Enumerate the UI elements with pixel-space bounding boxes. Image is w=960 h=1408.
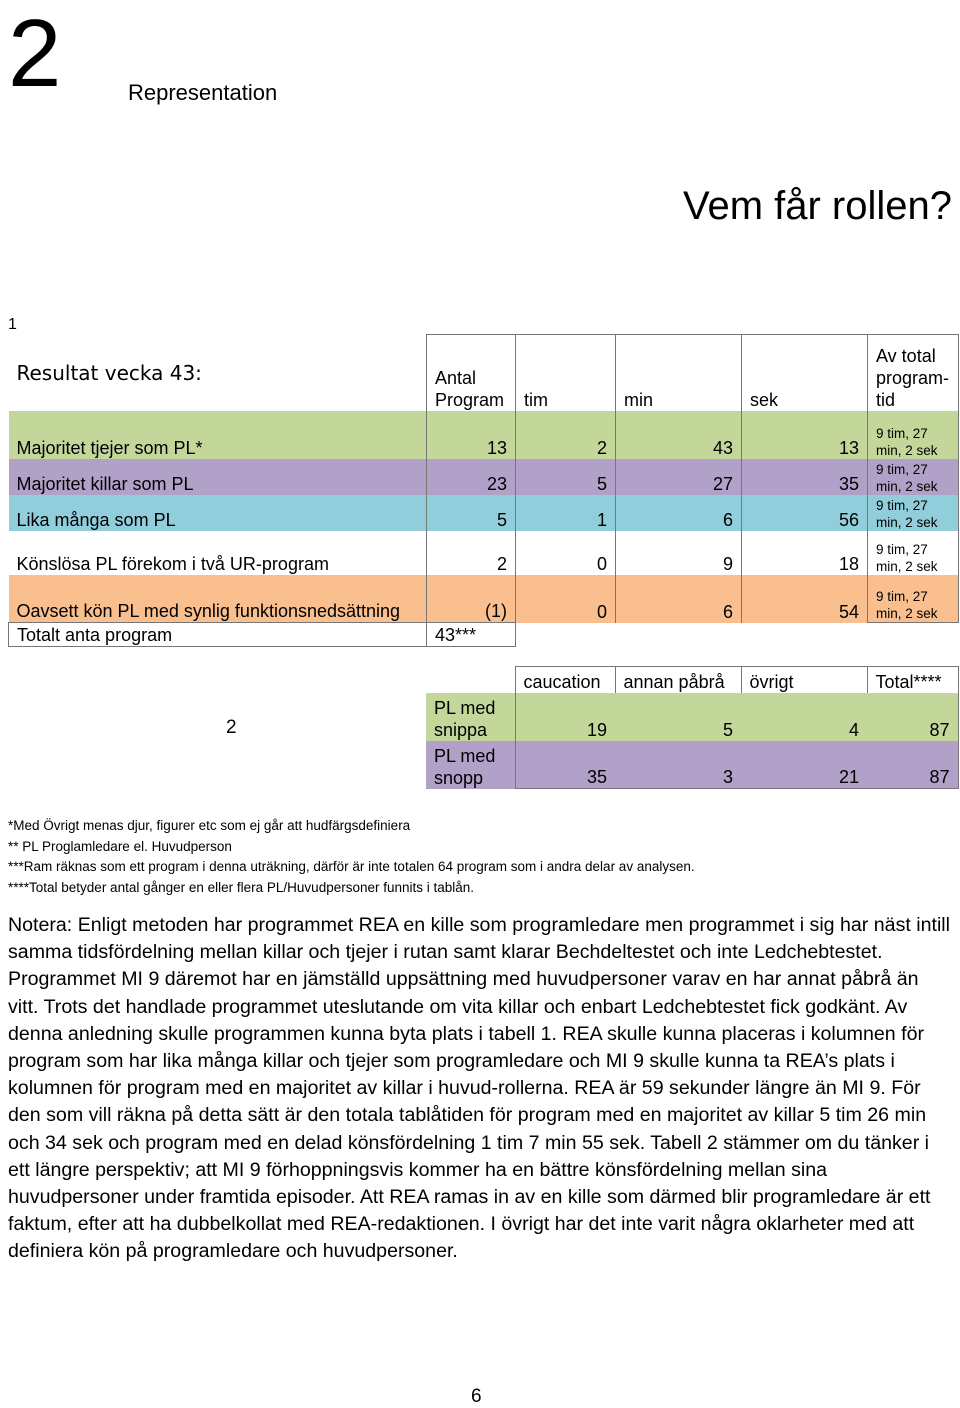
row-of-total: 9 tim, 27 min, 2 sek [868, 459, 959, 495]
note-paragraph: Notera: Enligt metoden har programmet REA en kille som programledare men programmet i sig har näst intill samma tidsfördelning mellan killar och tjejer i rutan samt klarar Bechdeltestet och inte Ledchebtestet. Programmet MI 9 däremot har en jämställd uppsättning med huvudpersoner varav en har annat påbrå än vitt. Trots det handlade programmet uteslutande om vita killar och enbart Ledchebtestet fick godkänt. Av denna anledning skulle programmen kunna byta plats i tabell 1. REA skulle kunna placeras i kolumnen för program som har lika många killar och tjejer som programledare och MI 9 skulle kunna ta REA’s plats i kolumnen för program med en majoritet av killar i huvud-rollerna. REA är 59 sekunder längre än MI 9. För den som vill räkna på detta sätt är den totala tablåtiden för program med en majoritet av killar 5 tim 26 min och 34 sek och program med en delad könsfördelning 1 tim 7 min 55 sek. Tabell 2 stämmer om du tänker i ett längre perspektiv; att MI 9 förhoppningsvis kommer ha en bättre könsfördelning mellan sina huvudpersoner under framtida episoder. Att REA ramas in av en kille som därmed blir programledare är ett faktum, efter att ha dubbelkollat med REA-redaktionen. I övrigt har det inte varit några oklarheter med att definiera kön på programledare och huvudpersoner. [8, 914, 951, 1263]
row-label: PL med snopp [434, 745, 496, 788]
table-1-number: 1 [8, 316, 17, 333]
row-of-total: 9 tim, 27 min, 2 sek [868, 495, 959, 531]
table-header-row [9, 335, 959, 411]
row-hours: 0 [516, 575, 616, 623]
row-hours: 1 [516, 495, 616, 531]
row-seconds: 18 [742, 531, 868, 575]
table-total-row [9, 623, 959, 647]
row-value: 35 [515, 741, 615, 789]
row-label: Oavsett kön PL med synlig funktionsnedsättning [16, 601, 401, 621]
ethnicity-table [426, 666, 959, 789]
column-header: annan påbrå [615, 667, 741, 693]
row-seconds: 54 [742, 575, 868, 623]
row-label: Majoritet tjejer som PL* [16, 437, 203, 458]
table-row [9, 411, 959, 459]
row-of-total: 9 tim, 27 min, 2 sek [868, 531, 959, 575]
column-header-of-total: Av total program-tid [868, 335, 959, 411]
row-label: PL med snippa [434, 697, 496, 740]
row-value: 19 [515, 693, 615, 741]
row-count: 23 [427, 459, 516, 495]
footnote: ***Ram räknas som ett program i denna uträkning, därför är inte totalen 64 program som i andra delar av analysen. [8, 859, 695, 874]
row-label: Lika många som PL [16, 509, 176, 530]
column-header-minutes: min [616, 335, 742, 411]
page-heading: Vem får rollen? [682, 184, 952, 228]
row-seconds: 56 [742, 495, 868, 531]
footnotes [8, 816, 953, 898]
row-seconds: 35 [742, 459, 868, 495]
total-label: Totalt anta program [9, 623, 427, 647]
table-row [9, 531, 959, 575]
row-hours: 2 [516, 411, 616, 459]
row-count: 2 [427, 531, 516, 575]
row-value: 4 [848, 719, 859, 740]
column-header-seconds: sek [742, 335, 868, 411]
table-header-row [426, 667, 958, 693]
row-value: 5 [722, 719, 733, 740]
table-title: Resultat vecka 43: [16, 360, 202, 385]
total-value: 43*** [427, 623, 516, 647]
column-header: Total**** [867, 667, 958, 693]
table-2-number: 2 [226, 717, 237, 738]
chapter-number: 2 [8, 0, 62, 107]
row-minutes: 43 [616, 411, 742, 459]
row-minutes: 9 [616, 531, 742, 575]
footnote: ** PL Proglamledare el. Huvudperson [8, 838, 232, 854]
row-seconds: 13 [742, 411, 868, 459]
row-minutes: 6 [616, 575, 742, 623]
column-header: övrigt [741, 667, 867, 693]
table-row [9, 575, 959, 623]
row-hours: 5 [516, 459, 616, 495]
row-hours: 0 [516, 531, 616, 575]
column-header-hours: tim [516, 335, 616, 411]
column-header-count: Antal Program [427, 335, 516, 411]
footnote: ****Total betyder antal gånger en eller flera PL/Huvudpersoner funnits i tablån. [8, 879, 475, 895]
chapter-title: Representation [128, 80, 278, 105]
table-row [426, 741, 958, 789]
column-header: caucation [515, 667, 615, 693]
page-number: 6 [471, 1386, 482, 1407]
row-value: 87 [867, 693, 958, 741]
row-count: 5 [427, 495, 516, 531]
table-row [426, 693, 958, 741]
row-of-total: 9 tim, 27 min, 2 sek [868, 411, 959, 459]
table-row [9, 459, 959, 495]
footnote: *Med Övrigt menas djur, figurer etc som ej går att hudfärgsdefiniera [8, 818, 411, 833]
row-count: (1) [427, 575, 516, 623]
row-count: 13 [427, 411, 516, 459]
row-label: Könslösa PL förekom i två UR-program [16, 553, 329, 574]
row-label: Majoritet killar som PL [16, 473, 194, 494]
row-value: 3 [615, 741, 741, 789]
row-minutes: 27 [616, 459, 742, 495]
results-table [8, 334, 959, 647]
table-row [9, 495, 959, 531]
row-of-total: 9 tim, 27 min, 2 sek [868, 575, 959, 623]
row-value: 87 [867, 741, 958, 789]
row-value: 21 [741, 741, 867, 789]
row-minutes: 6 [616, 495, 742, 531]
